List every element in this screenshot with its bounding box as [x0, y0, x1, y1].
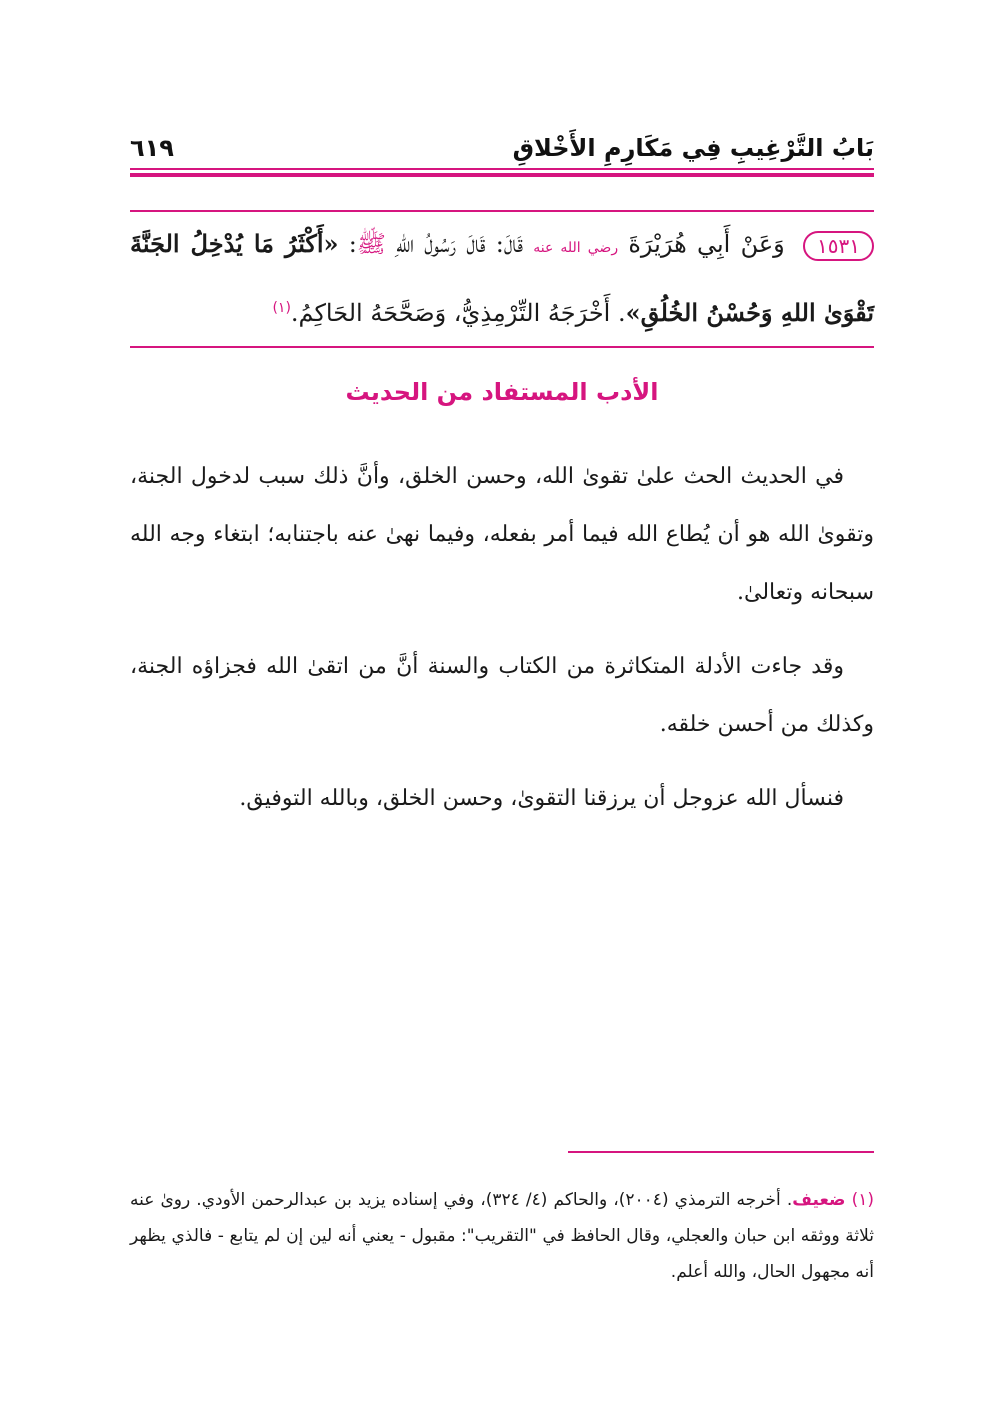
paragraph: فنسأل الله عزوجل أن يرزقنا التقوىٰ، وحسن الخلق، وبالله التوفيق.	[239, 786, 844, 811]
section-heading: الأدب المستفاد من الحديث	[345, 378, 659, 406]
hadith-source: . أَخْرَجَهُ التِّرْمِذِيُّ، وَصَحَّحَهُ الحَاكِمُ.	[290, 299, 626, 327]
paragraph: وقد جاءت الأدلة المتكاثرة من الكتاب والسنة أنَّ من اتقىٰ الله فجزاؤه الجنة، وكذلك من أحسن خلقه.	[130, 654, 874, 737]
hadith-number-badge: ١٥٣١	[803, 231, 874, 261]
paragraph: في الحديث الحث علىٰ تقوىٰ الله، وحسن الخلق، وأنَّ ذلك سبب لدخول الجنة، وتقوىٰ الله هو أن يُطاع الله فيما أمر بفعله، وفيما نهىٰ عنه باجتنابه؛ ابتغاء وجه الله سبحانه وتعالىٰ.	[130, 464, 874, 605]
footnote-text: . أخرجه الترمذي (٢٠٠٤)، والحاكم (٤/ ٣٢٤)، وفي إسناده يزيد بن عبدالرحمن الأودي. روىٰ عنه ثلاثة ووثقه ابن حبان والعجلي، وقال الحافظ في "التقريب": مقبول - يعني أنه لين إن لم يتابع - فالذي يظهر أنه مجهول الحال، والله أعلم.	[130, 1190, 874, 1282]
footnote-reference[interactable]: (١)	[272, 300, 291, 316]
header-rule-thin	[130, 168, 874, 170]
header-rule-thick	[130, 173, 874, 177]
hadith-block	[130, 214, 874, 343]
footnote	[130, 1182, 874, 1290]
commentary-body	[130, 448, 874, 844]
page-header	[130, 118, 874, 162]
hadith-top-divider	[130, 210, 874, 212]
salutation-glyph: ﷺ	[356, 230, 386, 258]
hadith-colon: :	[348, 230, 357, 258]
hadith-quote: «أَكْثَرُ مَا يُدْخِلُ الجَنَّةَ تَقْوَىٰ اللهِ وَحُسْنُ الخُلُقِ»	[130, 229, 874, 327]
chapter-title: بَابُ التَّرْغِيبِ فِي مَكَارِمِ الأَخْلاقِ	[512, 134, 874, 162]
footnote-divider	[568, 1151, 874, 1153]
hadith-intro: وَعَنْ أَبِي هُرَيْرَةَ	[628, 230, 785, 258]
footnote-marker: (١)	[851, 1190, 875, 1210]
page-number: ٦١٩	[130, 134, 174, 162]
hadith-bottom-divider	[130, 346, 874, 348]
hadith-said: قَالَ: قَالَ رَسُولُ اللهِ	[396, 230, 523, 258]
footnote-grade: ضعيف	[792, 1190, 846, 1210]
honorific-glyph: رضي الله عنه	[533, 240, 619, 256]
